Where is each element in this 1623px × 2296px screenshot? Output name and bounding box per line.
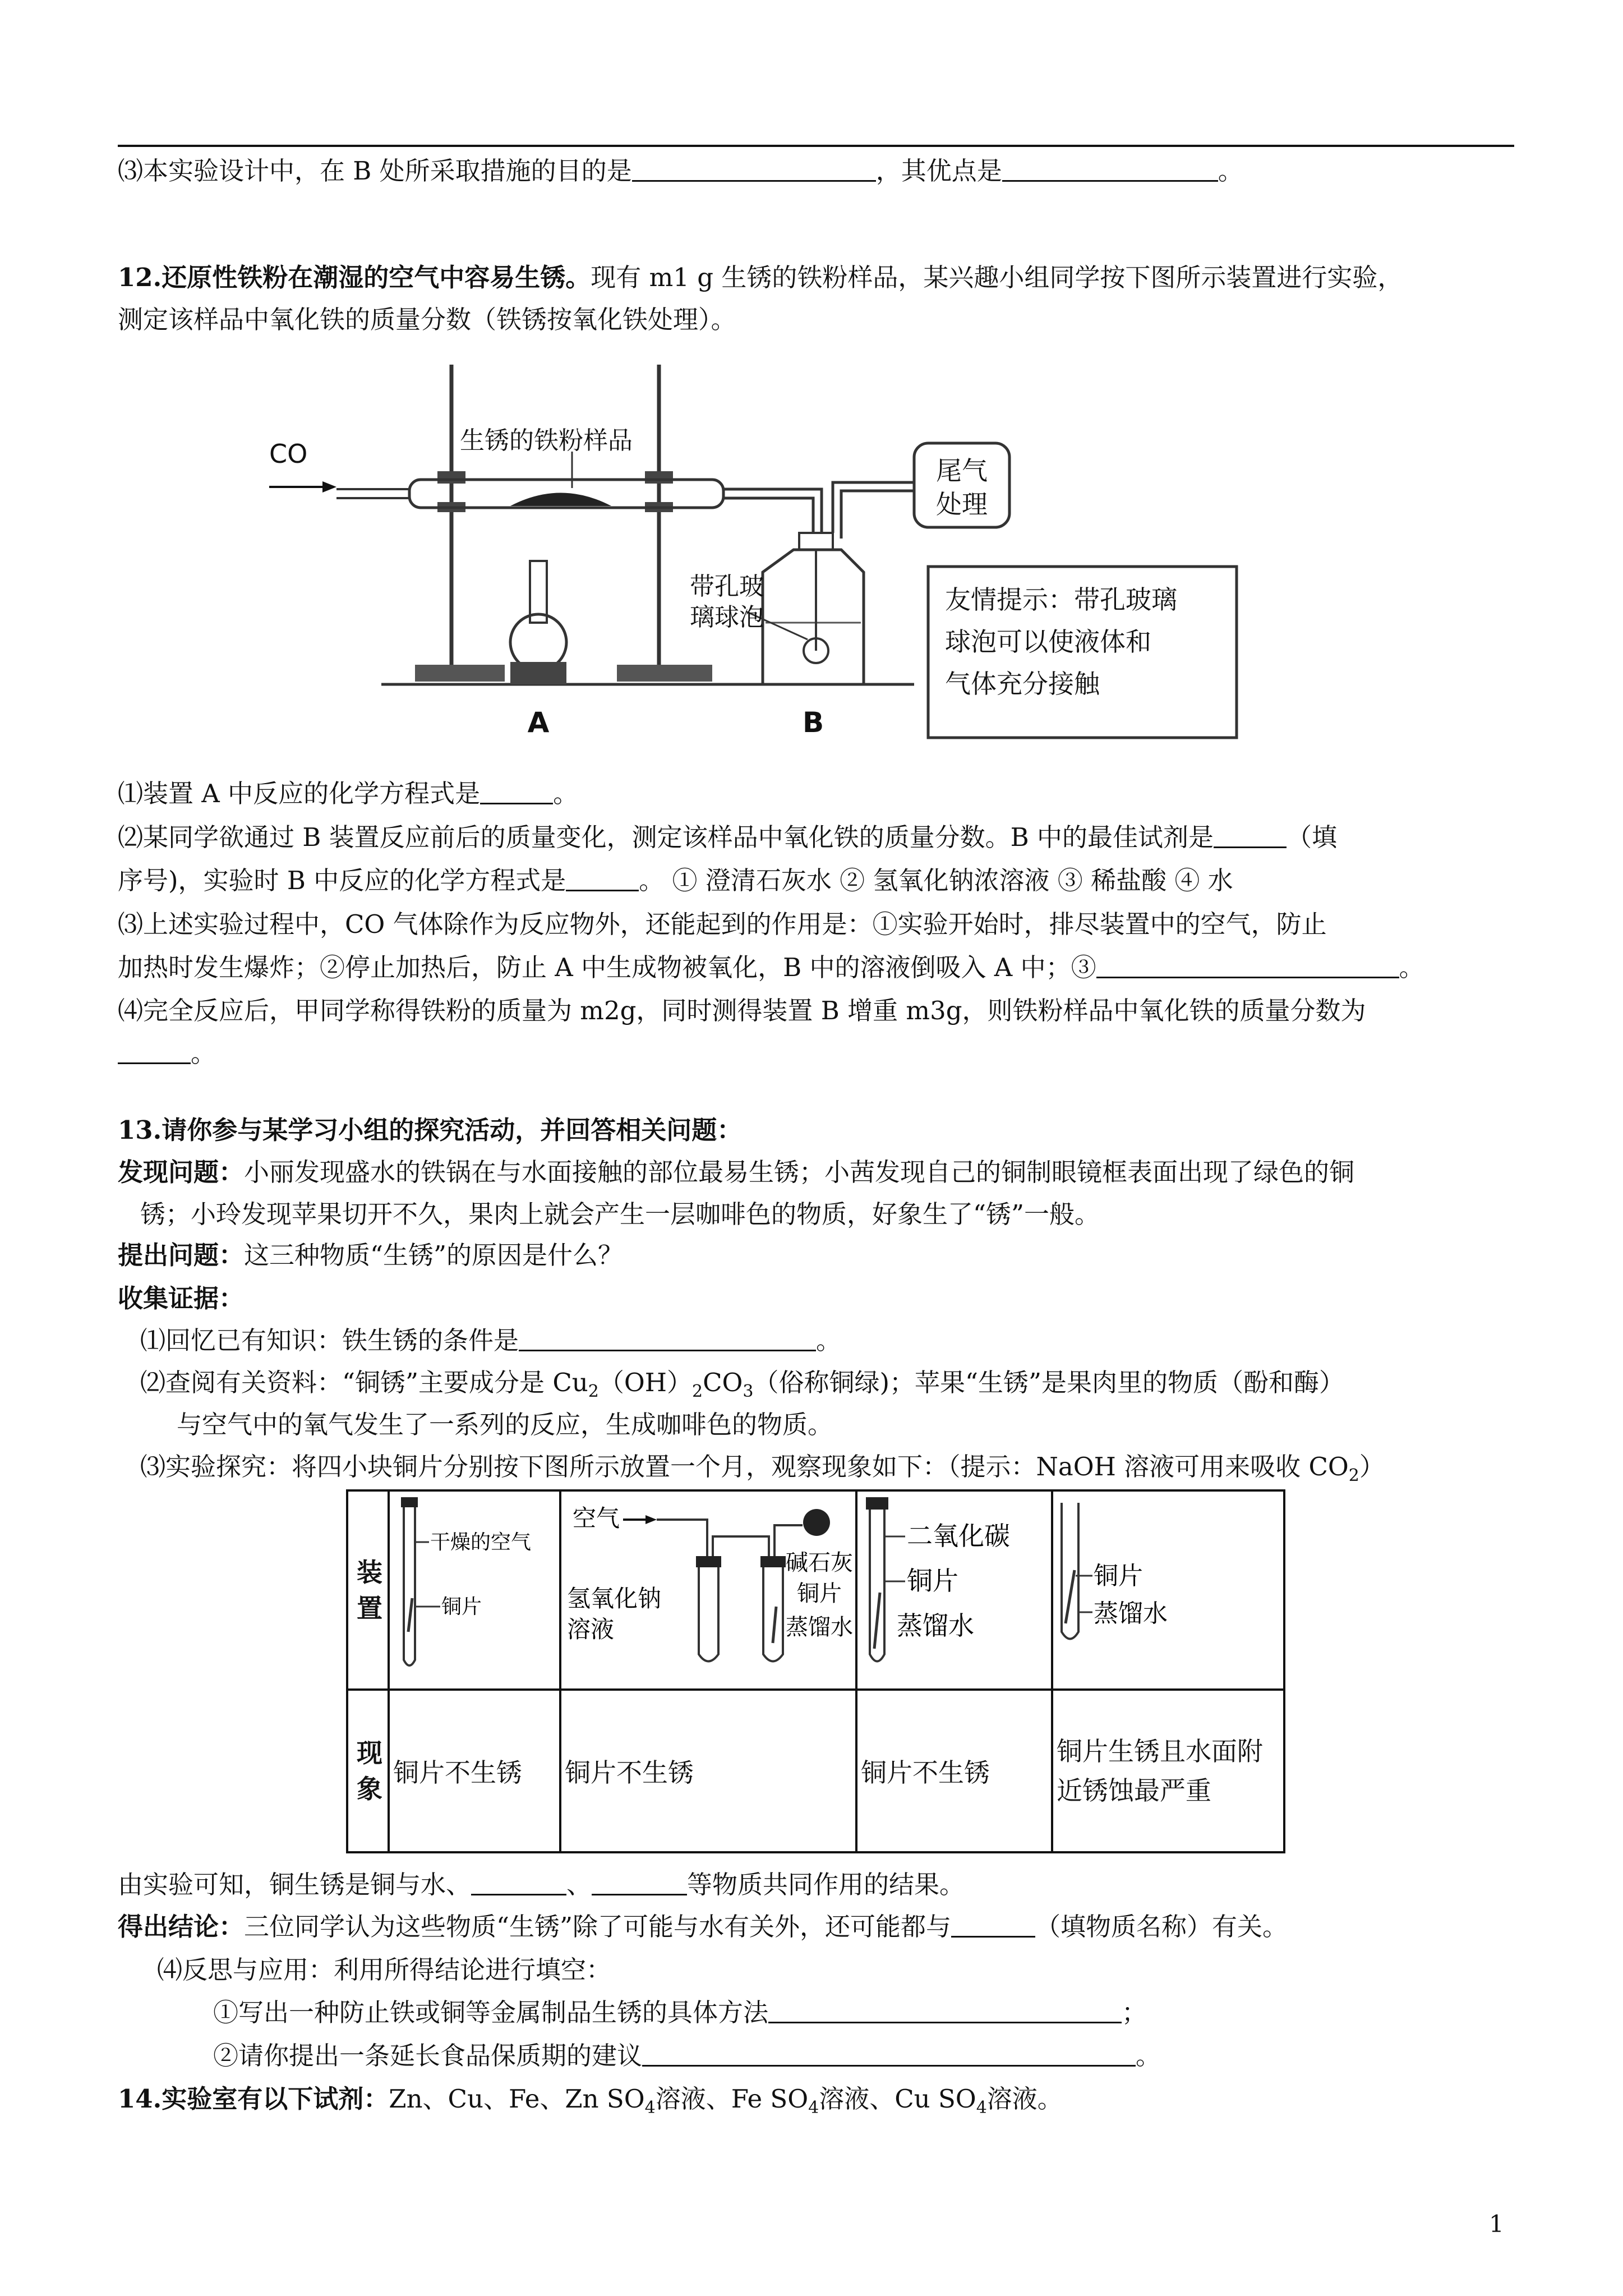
q13-discover-line2: 锈；小玲发现苹果切开不久，果肉上就会产生一层咖啡色的物质，好象生了“锈”一般。 [140, 1199, 1100, 1229]
observation-cell-4: 铜片生锈且水面附近锈蚀最严重 [1052, 1690, 1284, 1852]
apparatus-cell-3 [856, 1490, 1052, 1690]
svg-text:铜片: 铜片 [1094, 1562, 1143, 1590]
header-rule [118, 145, 1514, 147]
svg-text:氢氧化钠: 氢氧化钠 [567, 1585, 662, 1612]
experiment-table [346, 1489, 1285, 1853]
apparatus-cell-1 [389, 1490, 560, 1690]
answer-blank[interactable] [566, 865, 639, 891]
observation-cell-1: 铜片不生锈 [389, 1690, 560, 1852]
answer-blank[interactable] [1096, 952, 1399, 978]
label-b: B [802, 706, 824, 739]
bubble-label-1: 带孔玻 [690, 572, 764, 601]
tip-line-2: 球泡可以使液体和 [945, 627, 1151, 657]
q13-reflection-title: ⑷反思与应用：利用所得结论进行填空： [157, 1955, 612, 1985]
q13-reflection-2: ②请你提出一条延长食品保质期的建议 。 [213, 2041, 1161, 2070]
q13-evidence-1: ⑴回忆已有知识：铁生锈的条件是 。 [140, 1326, 842, 1355]
observation-cell-3: 铜片不生锈 [856, 1690, 1052, 1852]
row-header-observation: 现象 [347, 1690, 389, 1852]
svg-text:干燥的空气: 干燥的空气 [430, 1531, 532, 1554]
table-row-apparatus [347, 1490, 1284, 1690]
q12-sub2-line1: ⑵某同学欲通过 B 装置反应前后的质量变化，测定该样品中氧化铁的质量分数。B 中的最佳试剂是 （填 [118, 822, 1338, 852]
page-number: 1 [1489, 2210, 1504, 2238]
q13-after-table: 由实验可知，铜生锈是铜与水、 、 等物质共同作用的结果。 [118, 1870, 965, 1899]
svg-text:蒸馏水: 蒸馏水 [897, 1611, 974, 1641]
q14-title: 14.实验室有以下试剂：Zn、Cu、Fe、Zn $SO_4$溶液、Fe $SO_4$溶液、Cu $SO_4$溶液。 [118, 2084, 1063, 2118]
q13-discover-line1: 发现问题：小丽发现盛水的铁锅在与水面接触的部位最易生锈；小茜发现自己的铜制眼镜框表面出现了绿色的铜 [118, 1157, 1355, 1187]
q12-title: 12.还原性铁粉在潮湿的空气中容易生锈。现有 m1 g 生锈的铁粉样品，某兴趣小组同学按下图所示装置进行实验， [118, 263, 1403, 292]
answer-blank[interactable] [592, 1869, 687, 1895]
tip-line-1: 友情提示：带孔玻璃 [945, 585, 1177, 615]
q13-question: 提出问题：这三种物质“生锈”的原因是什么？ [118, 1240, 624, 1270]
q13-evidence-3: ⑶实验探究：将四小块铜片分别按下图所示放置一个月，观察现象如下：（提示：NaOH 溶液可用来吸收 $CO_2$） [140, 1452, 1385, 1485]
q12-sub1: ⑴装置 A 中反应的化学方程式是 。 [118, 779, 579, 808]
answer-blank[interactable] [642, 2040, 1136, 2067]
answer-blank[interactable] [1002, 155, 1218, 182]
co-label: CO [269, 439, 308, 469]
q12-sub2-line2: 序号)，实验时 B 中反应的化学方程式是 。 ① 澄清石灰水 ② 氢氧化钠浓溶液 ③ 稀盐酸 ④ 水 [118, 866, 1233, 895]
tail-gas-label-1: 尾气 [936, 455, 988, 486]
q13-evidence-2-line2: 与空气中的氧气发生了一系列的反应，生成咖啡色的物质。 [177, 1410, 833, 1439]
answer-blank[interactable] [632, 155, 876, 182]
bubble-label-2: 璃球泡 [690, 603, 764, 632]
q13-conclusion: 得出结论：三位同学认为这些物质“生锈”除了可能与水有关外，还可能都与 （填物质名称）有关。 [118, 1912, 1288, 1941]
answer-blank[interactable] [118, 1038, 191, 1064]
q12-sub3-line1: ⑶上述实验过程中，CO 气体除作为反应物外，还能起到的作用是：①实验开始时，排尽装置中的空气，防止 [118, 909, 1327, 939]
label-a: A [527, 706, 550, 739]
answer-blank[interactable] [480, 778, 553, 804]
tip-line-3: 气体充分接触 [945, 669, 1100, 699]
svg-text:蒸馏水: 蒸馏水 [1094, 1599, 1168, 1628]
q12-sub4-line1: ⑷完全反应后，甲同学称得铁粉的质量为 m2g，同时测得装置 B 增重 m3g，则铁粉样品中氧化铁的质量分数为 [118, 996, 1366, 1025]
row-header-apparatus: 装置 [347, 1490, 389, 1690]
answer-blank[interactable] [519, 1325, 816, 1351]
answer-blank[interactable] [1214, 822, 1287, 848]
answer-blank[interactable] [951, 1911, 1035, 1938]
apparatus-cell-4 [1052, 1490, 1284, 1690]
svg-text:溶液: 溶液 [567, 1616, 615, 1643]
svg-text:铜片: 铜片 [907, 1566, 958, 1596]
q13-evidence-2-line1: ⑵查阅有关资料：“铜锈”主要成分是 $Cu_2(OH)_2CO_3$（俗称铜绿)；苹果“生锈”是果肉里的物质（酚和酶） [140, 1368, 1345, 1401]
svg-text:碱石灰: 碱石灰 [786, 1550, 853, 1576]
sample-label: 生锈的铁粉样品 [460, 426, 633, 455]
svg-text:铜片: 铜片 [441, 1595, 482, 1618]
q12-title-line2: 测定该样品中氧化铁的质量分数（铁锈按氧化铁处理）。 [118, 305, 736, 334]
svg-text:铜片: 铜片 [797, 1581, 842, 1607]
q11-part3: ⑶本实验设计中，在 B 处所采取措施的目的是 ，其优点是 。 [118, 156, 1243, 186]
q13-reflection-1: ①写出一种防止铁或铜等金属制品生锈的具体方法 ； [213, 1998, 1147, 2027]
answer-blank[interactable] [471, 1869, 566, 1895]
q12-sub3-line2: 加热时发生爆炸；②停止加热后，防止 A 中生成物被氧化，B 中的溶液倒吸入 A 中；③ 。 [118, 953, 1424, 982]
observation-cell-2: 铜片不生锈 [560, 1690, 856, 1852]
q13-title: 13.请你参与某学习小组的探究活动，并回答相关问题： [118, 1115, 743, 1145]
table-row-observation [347, 1690, 1284, 1852]
tail-gas-label-2: 处理 [936, 489, 988, 519]
apparatus-cell-2 [560, 1490, 856, 1690]
svg-text:蒸馏水: 蒸馏水 [786, 1614, 853, 1640]
q12-sub4-line2: 。 [118, 1037, 216, 1070]
q13-evidence-label: 收集证据： [118, 1283, 245, 1313]
svg-text:二氧化碳: 二氧化碳 [907, 1521, 1010, 1551]
q12-apparatus-figure [247, 359, 1295, 752]
svg-text:空气: 空气 [573, 1504, 620, 1532]
answer-blank[interactable] [768, 1997, 1122, 2023]
